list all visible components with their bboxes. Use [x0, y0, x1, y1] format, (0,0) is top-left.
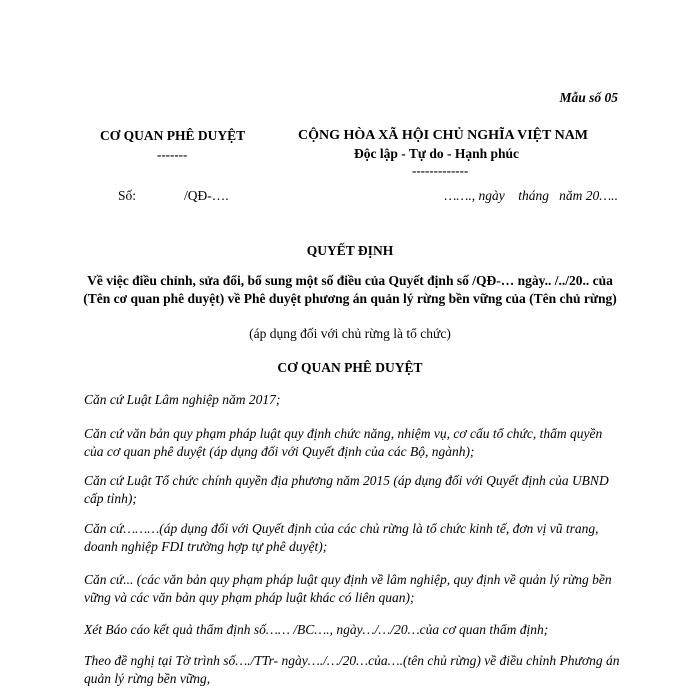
- decision-subject: Về việc điều chỉnh, sửa đổi, bổ sung một số điều của Quyết định số /QĐ-… ngày.. /../20.. của (Tên cơ quan phê duyệt) về Phê duyệt phương án quản lý rừng bền vững của (Tên chủ rừng): [83, 273, 617, 306]
- document-number-code: /QĐ-….: [184, 188, 229, 203]
- legal-basis-item: Căn cứ………(áp dụng đối với Quyết định của các chủ rừng là tổ chức kinh tế, đơn vị vũ trang, doanh nghiệp FDI trường hợp tự phê duyệt);: [84, 521, 599, 554]
- agency-divider: -------: [157, 147, 188, 162]
- legal-basis-item: Căn cứ Luật Lâm nghiệp năm 2017;: [84, 392, 281, 407]
- legal-basis-item: Xét Báo cáo kết quả thẩm định số…… /BC…., ngày…/…/20…của cơ quan thẩm định;: [84, 622, 549, 637]
- nation-divider: -------------: [412, 163, 469, 178]
- place-date: ……., ngày tháng năm 20…..: [444, 188, 618, 203]
- document-number-label: Số:: [118, 188, 137, 203]
- legal-basis-item: Căn cứ... (các văn bản quy phạm pháp luật quy định về lâm nghiệp, quy định về quản lý rừng bền vững và các văn bản quy phạm pháp luật khác có liên quan);: [84, 572, 612, 605]
- apply-note: (áp dụng đối với chủ rừng là tổ chức): [249, 326, 451, 341]
- legal-basis-item: Căn cứ Luật Tổ chức chính quyền địa phương năm 2015 (áp dụng đối với Quyết định của UBND cấp tỉnh);: [84, 473, 609, 506]
- legal-basis-item: Theo đề nghị tại Tờ trình số…./TTr- ngày…./…/20…của….(tên chủ rừng) về điều chỉnh Phương án quản lý rừng bền vững,: [84, 653, 620, 686]
- form-number: Mẫu số 05: [559, 90, 618, 105]
- nation-motto: Độc lập - Tự do - Hạnh phúc: [354, 146, 520, 161]
- decision-title: QUYẾT ĐỊNH: [306, 243, 394, 258]
- agency-name: CƠ QUAN PHÊ DUYỆT: [100, 128, 246, 143]
- legal-basis-item: Căn cứ văn bản quy phạm pháp luật quy định chức năng, nhiệm vụ, cơ cấu tổ chức, thẩm quyền của cơ quan phê duyệt (áp dụng đối với Quyết định của các Bộ, ngành);: [84, 426, 603, 459]
- nation-title: CỘNG HÒA XÃ HỘI CHỦ NGHĨA VIỆT NAM: [298, 128, 589, 143]
- issuing-authority: CƠ QUAN PHÊ DUYỆT: [277, 360, 423, 375]
